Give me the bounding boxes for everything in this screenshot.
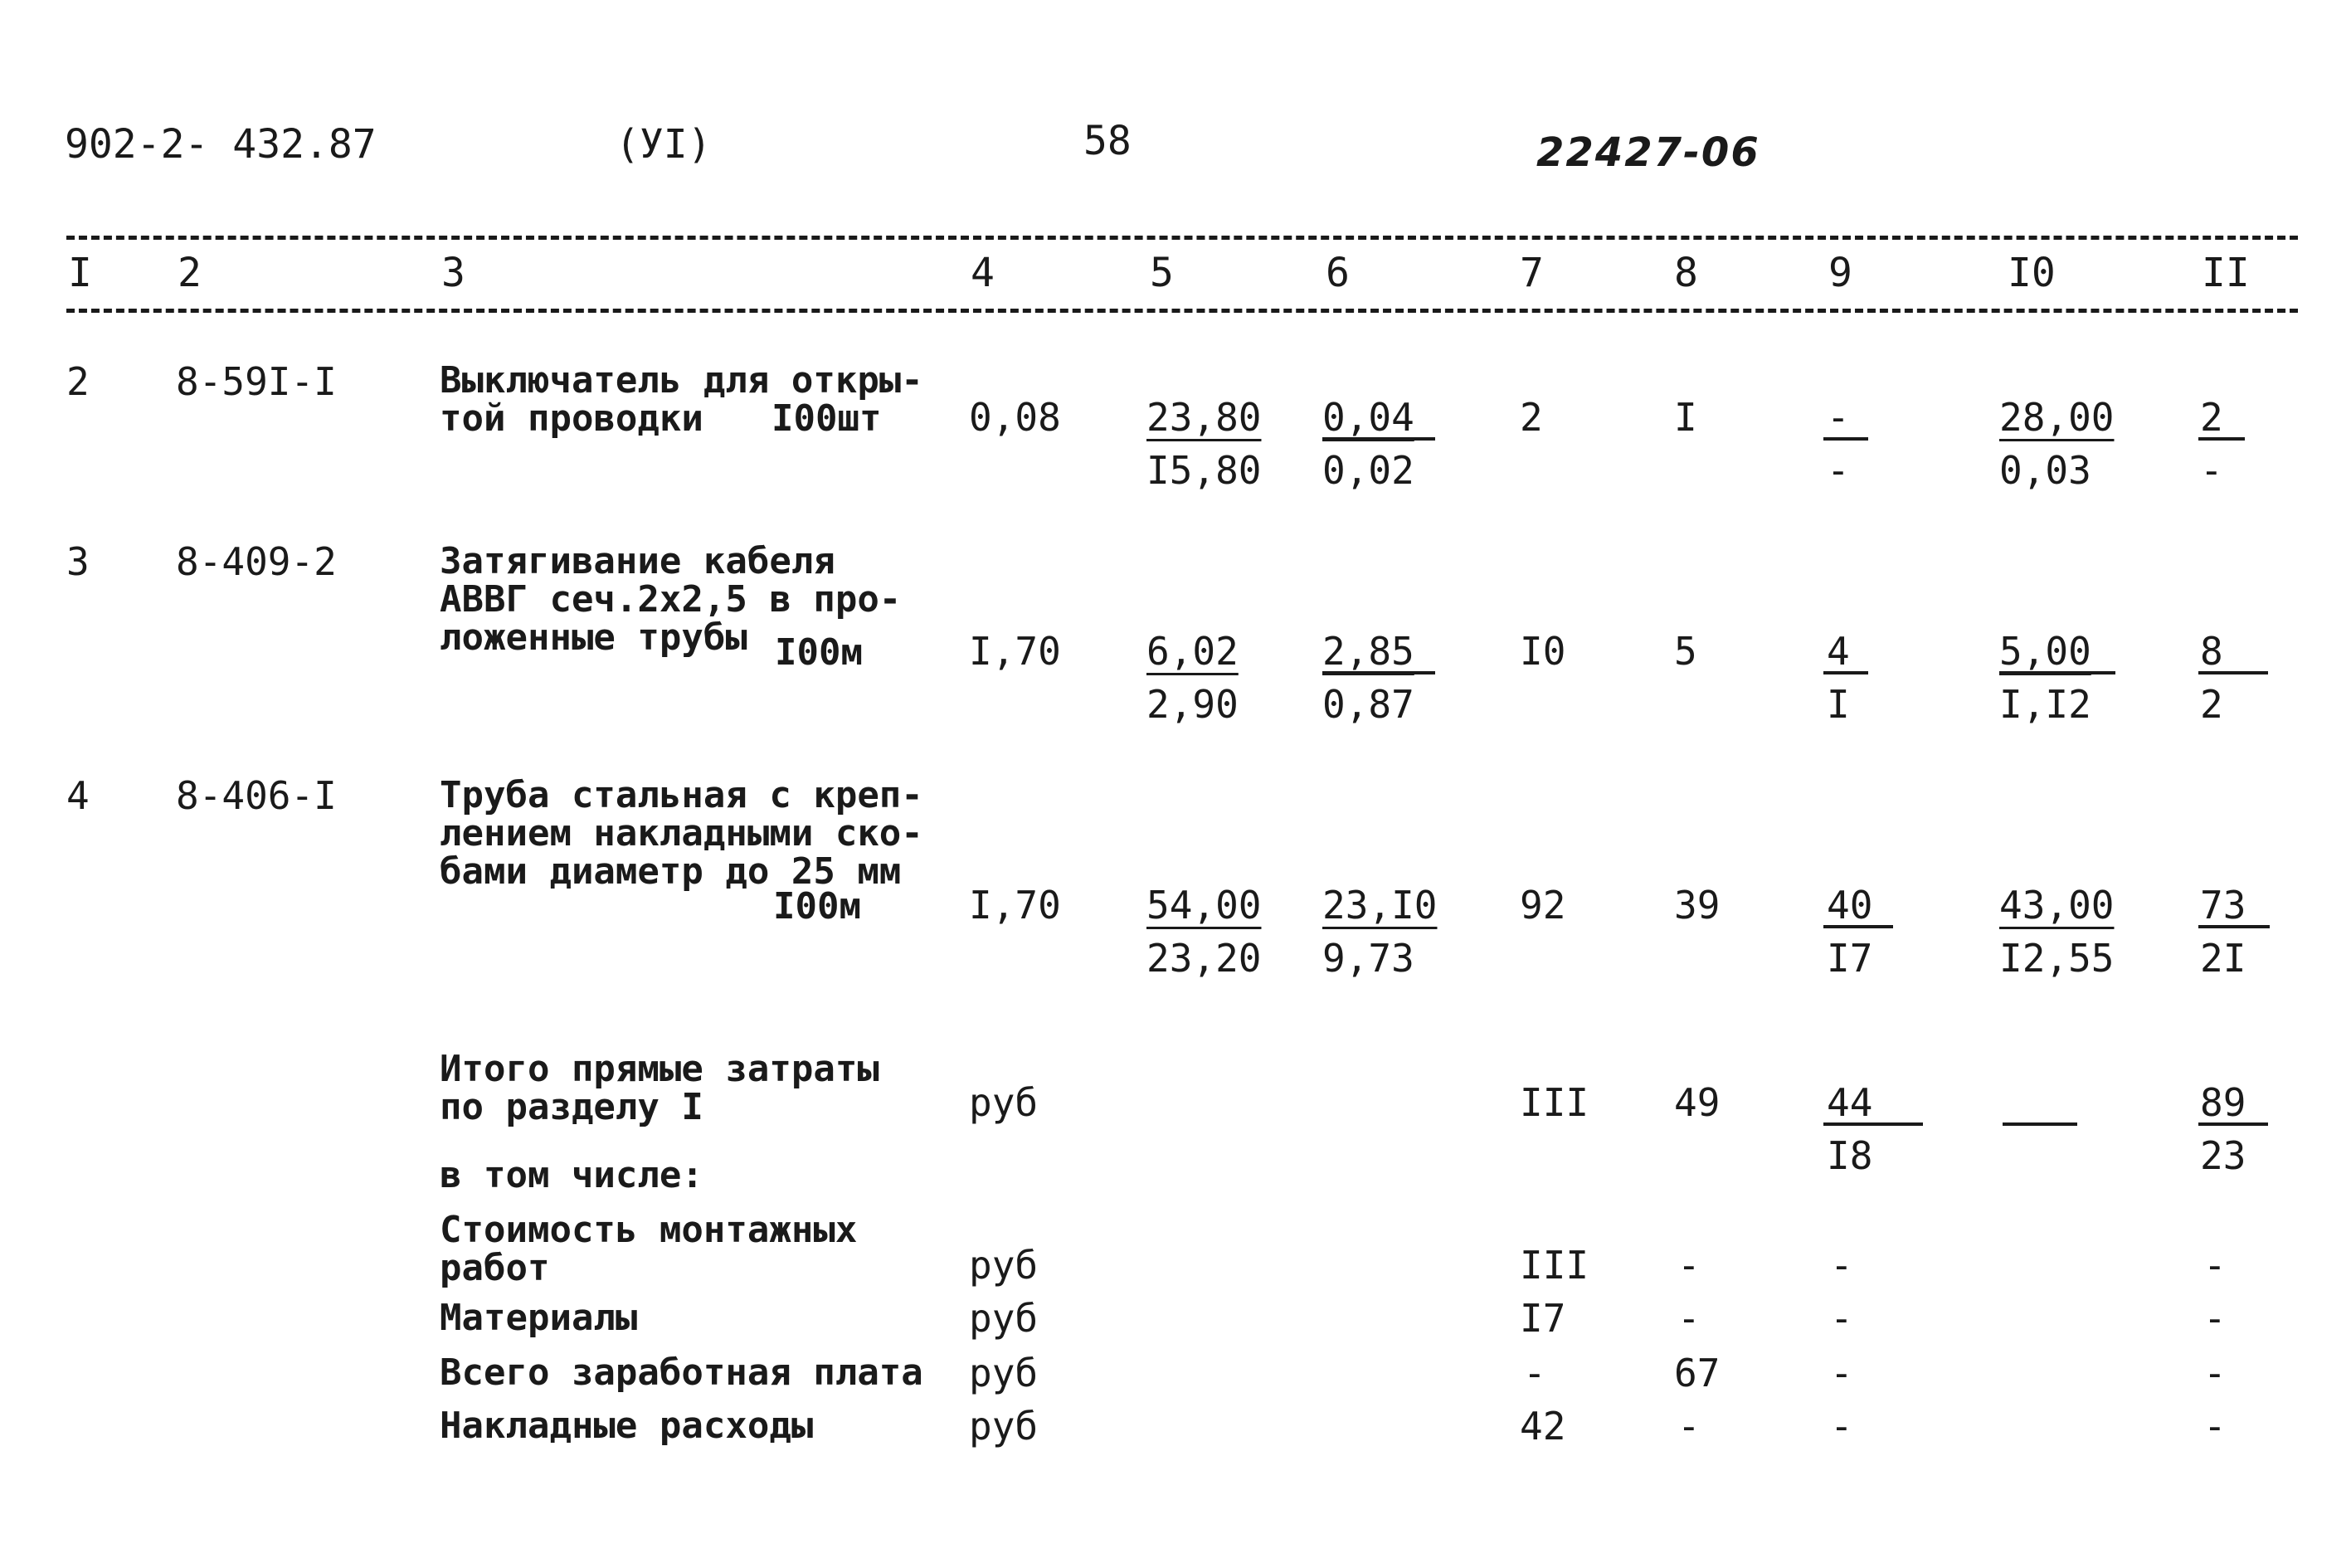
breakdown-machines: - bbox=[1830, 1243, 1853, 1288]
labor-per-unit-machinists: I2,55 bbox=[1999, 936, 2115, 981]
labor-total-machinists: - bbox=[2200, 448, 2223, 493]
breakdown-labor: - bbox=[2203, 1351, 2227, 1395]
total-wages: I bbox=[1674, 395, 1697, 440]
underline bbox=[1322, 671, 1435, 674]
breakdown-machines: - bbox=[1830, 1404, 1853, 1449]
breakdown-label: Материалы bbox=[440, 1297, 638, 1339]
underline bbox=[1999, 671, 2115, 674]
breakdown-labor: - bbox=[2203, 1296, 2227, 1341]
total-wages: 49 bbox=[1674, 1080, 1721, 1125]
labor-total: 2 bbox=[2200, 395, 2223, 440]
rate-code: 8-409-2 bbox=[176, 539, 337, 584]
labor-per-unit: 28,00 bbox=[1999, 395, 2115, 440]
unit-cost-wages: 2,90 bbox=[1146, 682, 1239, 727]
column-header: 7 bbox=[1520, 250, 1544, 296]
underline bbox=[1823, 1122, 1923, 1126]
work-description: Затягивание кабеля АВВГ сеч.2x2,5 в про- ложенные трубы bbox=[440, 540, 902, 659]
breakdown-cost: III bbox=[1520, 1243, 1589, 1288]
labor-per-unit-machinists: I,I2 bbox=[1999, 682, 2091, 727]
total-machine-wages: I8 bbox=[1827, 1133, 1873, 1178]
dash-placeholder bbox=[2003, 1122, 2077, 1126]
row-number: 4 bbox=[66, 773, 90, 818]
quantity: I,70 bbox=[969, 883, 1061, 928]
total-wages: 5 bbox=[1674, 629, 1697, 674]
work-description: Выключатель для откры- той проводки bbox=[440, 359, 923, 440]
breakdown-cost: I7 bbox=[1520, 1296, 1566, 1341]
unit-cost-machines: 2,85 bbox=[1322, 629, 1414, 674]
underline bbox=[2198, 925, 2270, 928]
labor-total-machinists: 2I bbox=[2200, 936, 2246, 981]
total-machine-wages: I7 bbox=[1827, 936, 1873, 981]
row-number: 2 bbox=[66, 359, 90, 404]
document-code: 902-2- 432.87 bbox=[65, 121, 377, 168]
breakdown-label: Накладные расходы bbox=[440, 1405, 814, 1447]
breakdown-unit: руб bbox=[969, 1404, 1039, 1449]
breakdown-wages: - bbox=[1677, 1296, 1701, 1341]
including-label: в том числе: bbox=[440, 1154, 703, 1196]
breakdown-labor: - bbox=[2203, 1243, 2227, 1288]
column-header: 8 bbox=[1674, 250, 1698, 296]
measure-unit: I00м bbox=[773, 885, 861, 928]
labor-total: 8 bbox=[2200, 629, 2223, 674]
total-wages: 39 bbox=[1674, 883, 1721, 928]
total-label: Итого прямые затраты по разделу I bbox=[440, 1048, 879, 1128]
unit-cost-machine-wages: 0,87 bbox=[1322, 682, 1414, 727]
breakdown-unit: руб bbox=[969, 1296, 1039, 1341]
total-machines: 40 bbox=[1827, 883, 1873, 928]
breakdown-wages: - bbox=[1677, 1243, 1701, 1288]
column-header: 3 bbox=[441, 250, 465, 296]
underline bbox=[1322, 437, 1435, 441]
labor-total: 89 bbox=[2200, 1080, 2246, 1125]
breakdown-label: Стоимость монтажных работ bbox=[440, 1209, 858, 1289]
underline bbox=[2198, 437, 2245, 441]
breakdown-wages: - bbox=[1677, 1404, 1701, 1449]
underline bbox=[2198, 671, 2268, 674]
total-machines: 44 bbox=[1827, 1080, 1873, 1125]
page-number: 58 bbox=[1083, 118, 1132, 164]
column-header: I bbox=[68, 250, 92, 296]
rate-code: 8-406-I bbox=[176, 773, 337, 818]
breakdown-cost: 42 bbox=[1520, 1404, 1566, 1449]
measure-unit: I00м bbox=[775, 631, 863, 674]
labor-per-unit-machinists: 0,03 bbox=[1999, 448, 2091, 493]
row-number: 3 bbox=[66, 539, 90, 584]
column-header: II bbox=[2202, 250, 2250, 296]
breakdown-cost: - bbox=[1523, 1351, 1546, 1395]
breakdown-wages: 67 bbox=[1674, 1351, 1721, 1395]
breakdown-machines: - bbox=[1830, 1351, 1853, 1395]
breakdown-unit: руб bbox=[969, 1243, 1039, 1288]
unit-cost-total: 54,00 bbox=[1146, 883, 1262, 928]
total-machines: 4 bbox=[1827, 629, 1850, 674]
inventory-stamp: 22427-06 bbox=[1536, 129, 1760, 176]
total-cost: III bbox=[1520, 1080, 1589, 1125]
total-machine-wages: - bbox=[1827, 448, 1850, 493]
column-header: 9 bbox=[1828, 250, 1852, 296]
underline bbox=[1823, 671, 1868, 674]
unit-cost-wages: I5,80 bbox=[1146, 448, 1262, 493]
column-header: I0 bbox=[2008, 250, 2056, 296]
unit-cost-machine-wages: 0,02 bbox=[1322, 448, 1414, 493]
column-header: 5 bbox=[1150, 250, 1174, 296]
quantity: I,70 bbox=[969, 629, 1061, 674]
section-mark: (УI) bbox=[616, 121, 712, 168]
column-header: 4 bbox=[971, 250, 995, 296]
unit-cost-total: 23,80 bbox=[1146, 395, 1262, 440]
labor-total-machinists: 2 bbox=[2200, 682, 2223, 727]
total-unit: руб bbox=[969, 1080, 1039, 1125]
underline bbox=[1823, 437, 1868, 441]
labor-total-machinists: 23 bbox=[2200, 1133, 2246, 1178]
breakdown-labor: - bbox=[2203, 1404, 2227, 1449]
labor-per-unit: 5,00 bbox=[1999, 629, 2091, 674]
total-machines: - bbox=[1827, 395, 1850, 440]
unit-cost-total: 6,02 bbox=[1146, 629, 1239, 674]
header-separator-top bbox=[66, 236, 2298, 240]
total-machine-wages: I bbox=[1827, 682, 1850, 727]
labor-total: 73 bbox=[2200, 883, 2246, 928]
rate-code: 8-59I-I bbox=[176, 359, 337, 404]
work-description: Труба стальная с креп- лением накладными ско- бами диаметр до 25 мм bbox=[440, 774, 923, 893]
breakdown-unit: руб bbox=[969, 1351, 1039, 1395]
underline bbox=[2198, 1122, 2268, 1126]
breakdown-label: Всего заработная плата bbox=[440, 1351, 923, 1394]
unit-cost-machine-wages: 9,73 bbox=[1322, 936, 1414, 981]
breakdown-machines: - bbox=[1830, 1296, 1853, 1341]
header-separator-bottom bbox=[66, 309, 2298, 313]
quantity: 0,08 bbox=[969, 395, 1061, 440]
column-header: 6 bbox=[1326, 250, 1350, 296]
measure-unit: I00шт bbox=[771, 397, 882, 440]
column-header: 2 bbox=[178, 250, 202, 296]
underline bbox=[1823, 925, 1893, 928]
total-cost: 2 bbox=[1520, 395, 1543, 440]
total-cost: 92 bbox=[1520, 883, 1566, 928]
labor-per-unit: 43,00 bbox=[1999, 883, 2115, 928]
total-cost: I0 bbox=[1520, 629, 1566, 674]
unit-cost-machines: 23,I0 bbox=[1322, 883, 1438, 928]
unit-cost-machines: 0,04 bbox=[1322, 395, 1414, 440]
unit-cost-wages: 23,20 bbox=[1146, 936, 1262, 981]
